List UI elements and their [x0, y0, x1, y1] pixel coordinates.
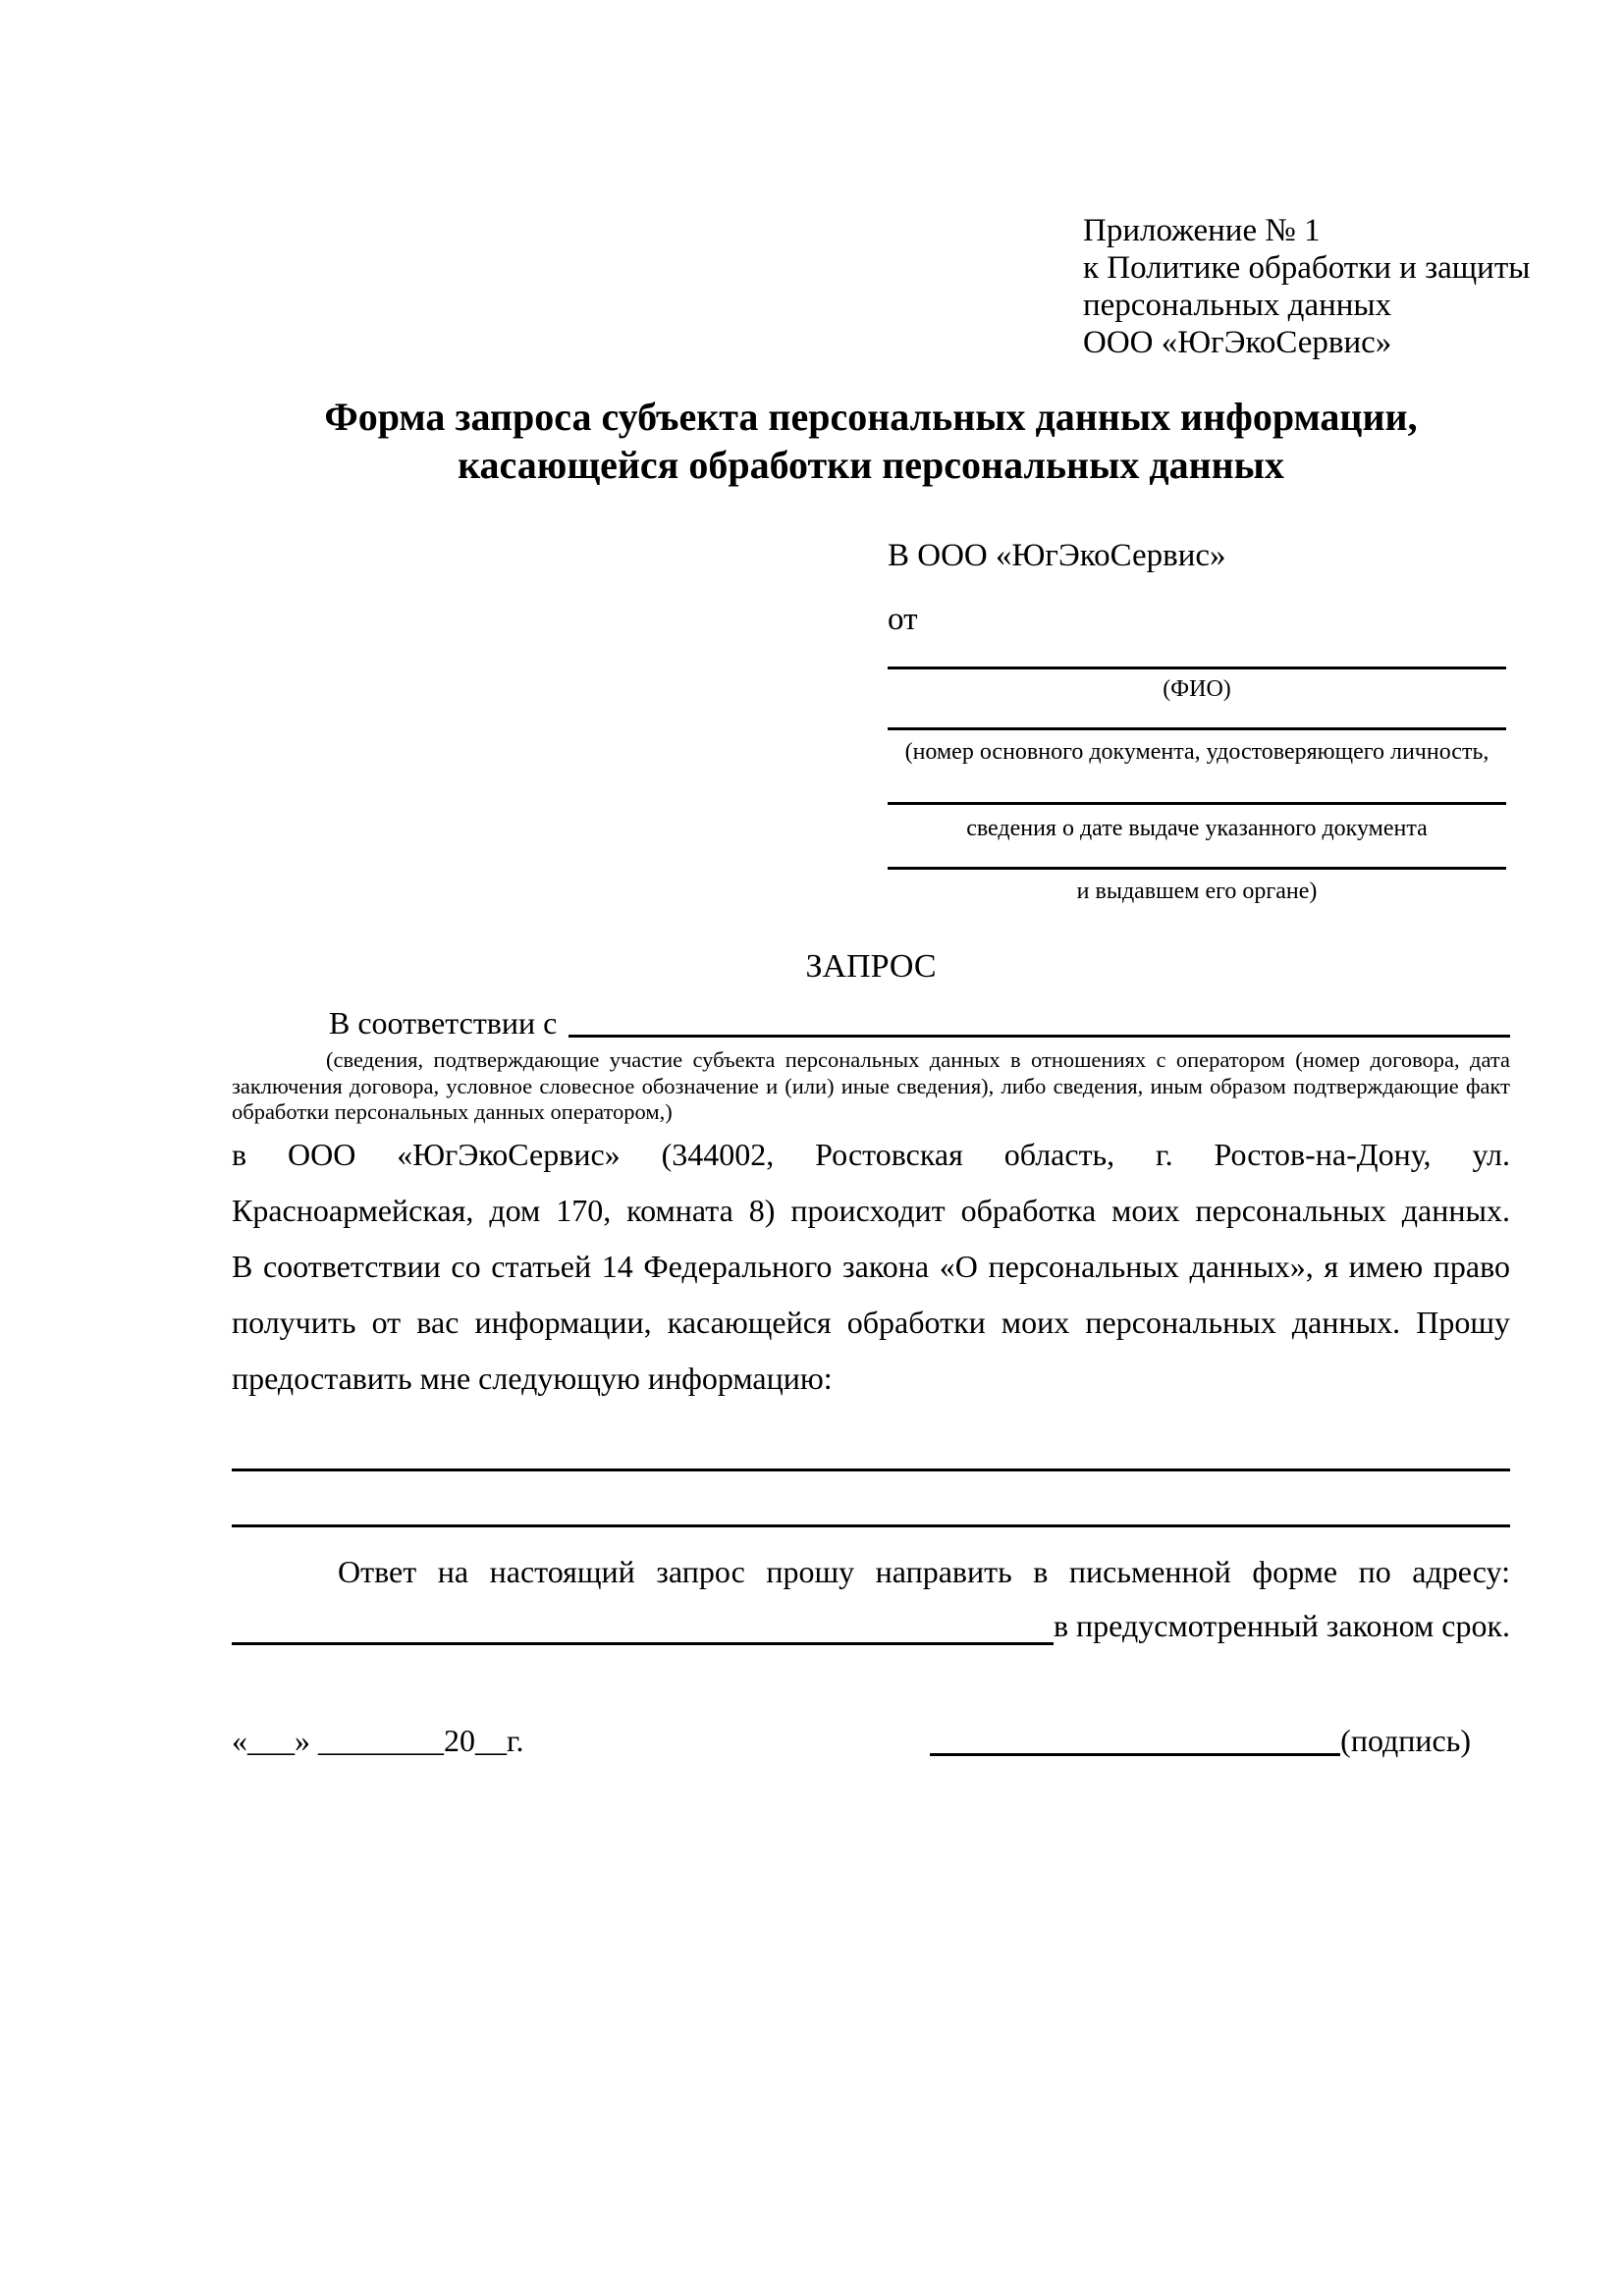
- date-blank: «___» ________20__г.: [232, 1723, 524, 1758]
- fio-blank-line: [888, 667, 1506, 669]
- fine-print-line: (сведения, подтверждающие участие субъекта персональных данных в отношениях с оператором (номер договора, дата: [326, 1047, 1510, 1072]
- addressee-from-label: от: [888, 602, 918, 637]
- request-body-line: получить от вас информации, касающейся обработки моих персональных данных. Прошу: [232, 1305, 1510, 1340]
- addressee-to: В ООО «ЮгЭкоСервис»: [888, 538, 1226, 573]
- appendix-header-line: Приложение № 1: [1083, 213, 1321, 248]
- intro-prefix: В соответствии с: [329, 1005, 558, 1041]
- issue-date-blank-line: [888, 802, 1506, 805]
- fine-print: [232, 1047, 1510, 1126]
- signature-spacer: [524, 1718, 931, 1763]
- fio-caption: (ФИО): [1163, 676, 1231, 702]
- appendix-header-line: ООО «ЮгЭкоСервис»: [1083, 325, 1392, 360]
- fine-print-line: заключения договора, условное словесное обозначение и (или) иные сведения), либо сведения, иным образом подтверждающие факт: [232, 1073, 1510, 1098]
- appendix-header-line: персональных данных: [1083, 288, 1392, 323]
- request-body-line: Красноармейская, дом 170, комната 8) происходит обработка моих персональных данных.: [232, 1193, 1510, 1228]
- signature-caption: (подпись): [1340, 1723, 1471, 1758]
- document-number-caption: (номер основного документа, удостоверяющего личность,: [904, 739, 1489, 765]
- intro-line: [232, 1003, 1510, 1042]
- signature-blank-line: [930, 1718, 1340, 1756]
- information-blank-line-2: [232, 1524, 1510, 1527]
- appendix-header-line: к Политике обработки и защиты: [1083, 250, 1531, 286]
- reply-address-text: Ответ на настоящий запрос прошу направить в письменной форме по адресу:: [338, 1554, 1510, 1589]
- intro-blank-line: [568, 1003, 1510, 1038]
- issuing-authority-caption: и выдавшем его органе): [1076, 879, 1318, 904]
- reply-deadline-text: в предусмотренный законом срок.: [1053, 1608, 1510, 1643]
- information-blank-line-1: [232, 1468, 1510, 1471]
- document-title: [232, 393, 1510, 489]
- request-body: [232, 1127, 1510, 1407]
- issuing-authority-blank-line: [888, 867, 1506, 870]
- document-title-line: касающейся обработки персональных данных: [458, 443, 1284, 487]
- address-blank-line: [232, 1598, 1054, 1645]
- document-title-line: Форма запроса субъекта персональных данных информации,: [324, 395, 1418, 439]
- document-number-blank-line: [888, 727, 1506, 730]
- request-heading: ЗАПРОС: [805, 948, 937, 985]
- request-body-line: предоставить мне следующую информацию:: [232, 1361, 833, 1396]
- fine-print-line: обработки персональных данных оператором,): [232, 1099, 673, 1124]
- reply-address-row: [232, 1598, 1510, 1654]
- issue-date-caption: сведения о дате выдаче указанного документа: [966, 816, 1428, 841]
- appendix-header: [1083, 212, 1530, 361]
- signature-row: [232, 1718, 1510, 1763]
- request-body-line: в ООО «ЮгЭкоСервис» (344002, Ростовская область, г. Ростов-на-Дону, ул.: [232, 1137, 1510, 1172]
- request-body-line: В соответствии со статьей 14 Федерального закона «О персональных данных», я имею право: [232, 1249, 1510, 1284]
